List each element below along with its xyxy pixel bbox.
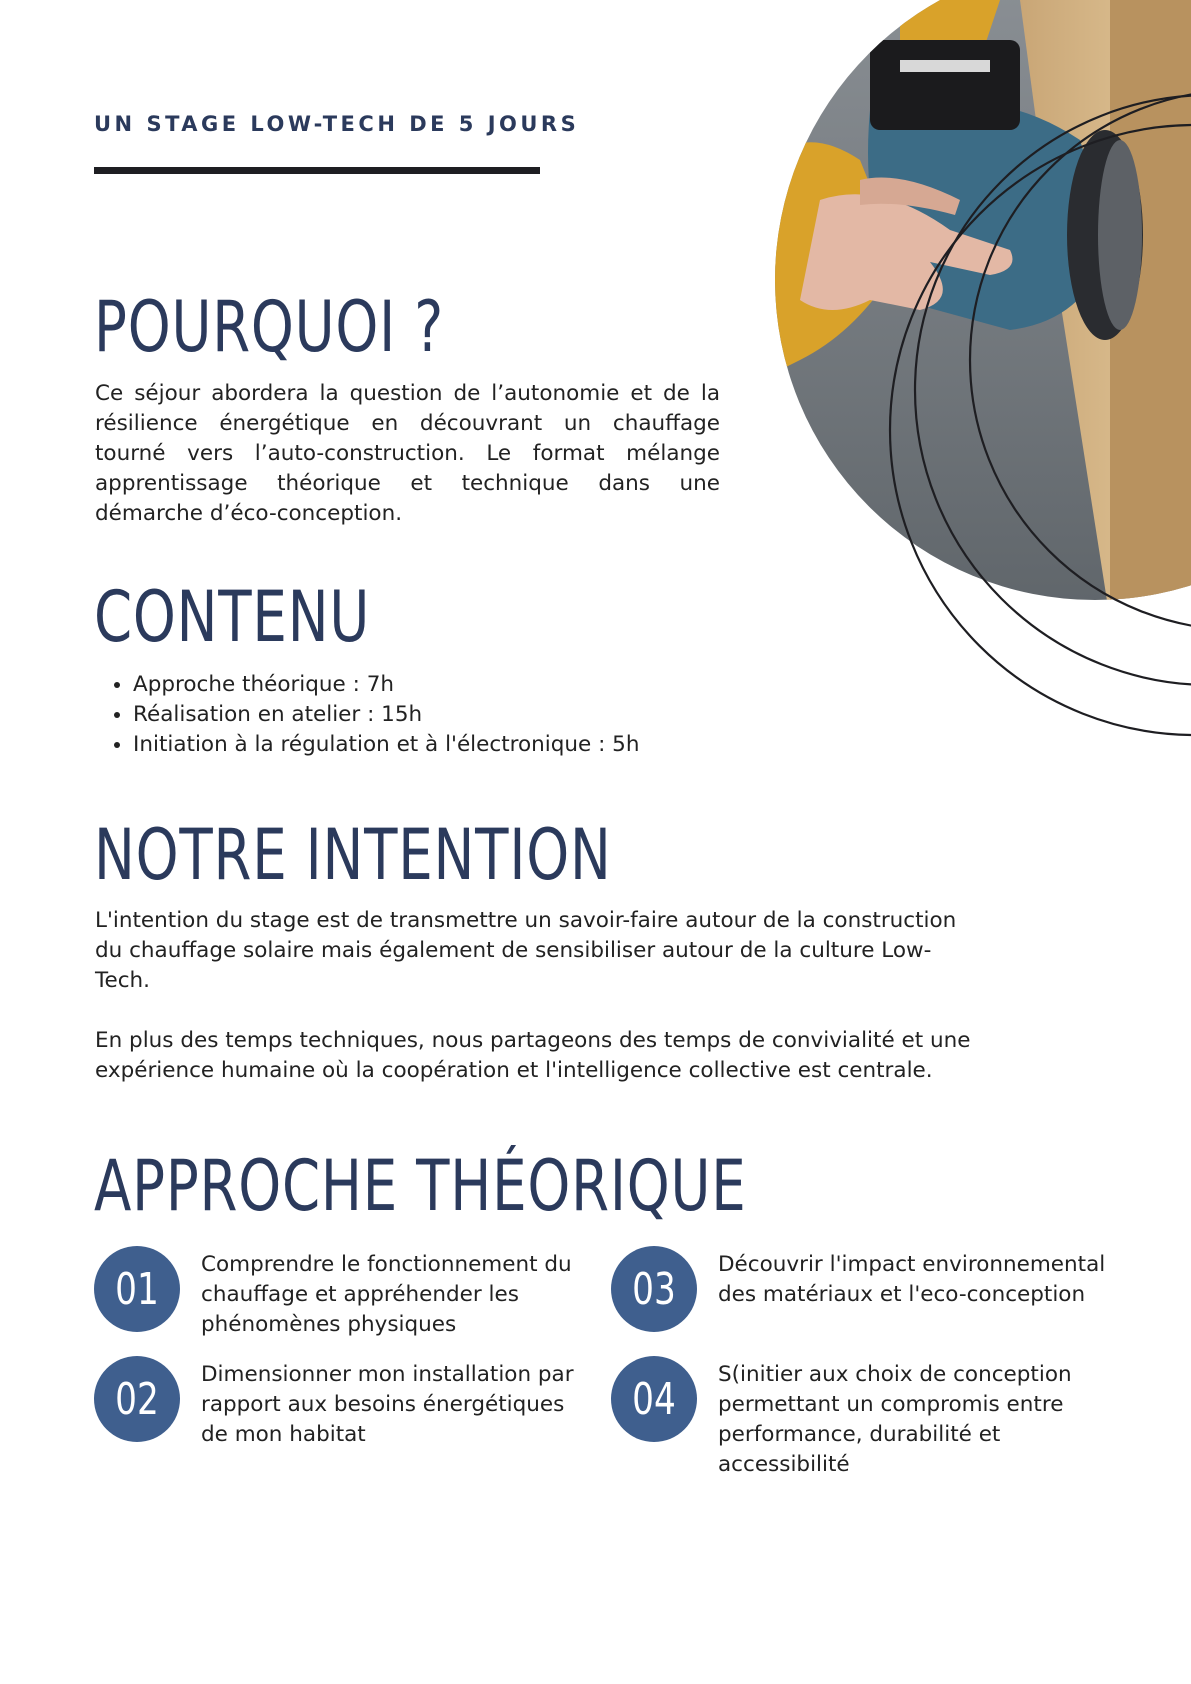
step-text: Comprendre le fonctionnement du chauffage et appréhender les phénomènes physiques xyxy=(201,1252,572,1337)
contenu-list xyxy=(95,670,639,760)
step-number-badge: 03 xyxy=(611,1246,697,1332)
pourquoi-paragraph: Ce séjour abordera la question de l’autonomie et de la résilience énergétique en découvrant un chauffage tourné vers l’auto-construction. Le format mélange apprentissage théorique et technique dans une démarche d’éco-conception. xyxy=(95,381,720,526)
heading-approche-theorique: APPROCHE THÉORIQUE xyxy=(94,1145,747,1227)
step-number-badge: 02 xyxy=(94,1356,180,1442)
step-number-badge: 01 xyxy=(94,1246,180,1332)
step-number-badge: 04 xyxy=(611,1356,697,1442)
step-text: S(initier aux choix de conception permettant un compromis entre performance, durabilité et accessibilité xyxy=(718,1362,1072,1477)
list-item: • Réalisation en atelier : 15h xyxy=(133,700,639,730)
heading-contenu: CONTENU xyxy=(94,576,371,658)
list-item: • Initiation à la régulation et à l'électronique : 5h xyxy=(133,730,639,760)
kicker-divider xyxy=(94,167,540,174)
step-text: Découvrir l'impact environnemental des matériaux et l'eco-conception xyxy=(718,1252,1106,1307)
step-text: Dimensionner mon installation par rapport aux besoins énergétiques de mon habitat xyxy=(201,1362,574,1447)
heading-pourquoi: POURQUOI ? xyxy=(94,286,444,368)
intention-paragraph-2: En plus des temps techniques, nous partageons des temps de convivialité et une expérience humaine où la coopération et l'intelligence collective est centrale. xyxy=(95,1028,971,1083)
heading-notre-intention: NOTRE INTENTION xyxy=(94,814,612,896)
intention-paragraph-1: L'intention du stage est de transmettre un savoir-faire autour de la construction du chauffage solaire mais également de sensibiliser autour de la culture Low-Tech. xyxy=(95,908,957,993)
list-item: • Approche théorique : 7h xyxy=(133,670,639,700)
page-kicker: UN STAGE LOW-TECH DE 5 JOURS xyxy=(94,112,580,136)
